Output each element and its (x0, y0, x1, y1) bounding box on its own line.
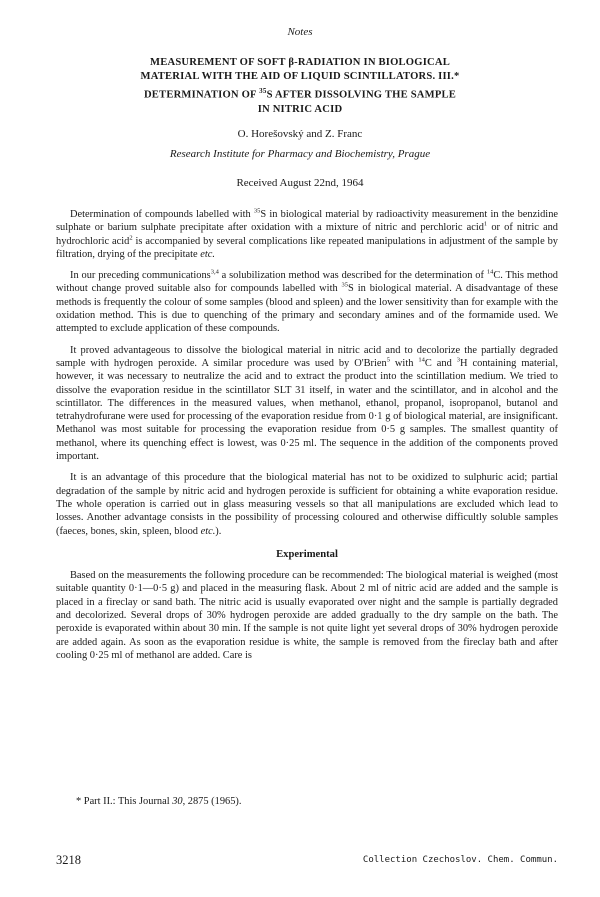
page-number: 3218 (56, 853, 81, 867)
article-body (56, 208, 558, 670)
authors: O. Horešovský and Z. Franc (237, 128, 363, 140)
paragraph-5: Based on the measurements the following procedure can be recommended: The biological material is weighed (most suitable quantity 0·1—0·5 g) and placed in the measuring flask. About 2 ml of nitric acid are added and the sample is placed in a fireclay or sand bath. The nitric acid is usually evaporated over night and the sample is partially degraded and decolorized. Several drops of 30% hydrogen peroxide are added gradually to the dry sample on the bath. The peroxide is evaporated within about 30 min. If the sample is not quite light yet several drops of 30% hydrogen peroxide are added again. As soon as the evaporation residue is white, the sample is removed from the fireclay bath and after cooling 0·25 ml of methanol are added. Care is (56, 570, 558, 661)
paragraph-3: It proved advantageous to dissolve the biological material in nitric acid and to decolorize the partially degraded sample with hydrogen peroxide. A similar procedure was used by O'Brien$^5$ with $^{14}$C and $^3$H containing material, however, it was necessary to neutralize the acid and to extract the product into the scintillation medium. We tried to dissolve the evaporation residue in the scintillator SLT 31 itself, in water and the scintillator, and in alcohol and the scintillator. The differences in the measured values, when methanol, ethanol, propanol, isopropanol, butanol and tetrahydrofurane were used for processing of the evaporation residue from 0·1 g of biological material, are insignificant. Methanol was most suitable for processing the evaporation residue from 0·5 g samples. The smallest quantity of methanol, where its quenching effect is lowest, was 0·25 ml. The sequence in the addition of the components proved important. (56, 344, 558, 463)
title-line-4: IN NITRIC ACID (257, 103, 343, 115)
journal-name: Collection Czechoslov. Chem. Commun. (362, 855, 558, 865)
title-line-2: MATERIAL WITH THE AID OF LIQUID SCINTILLATORS. III.* (140, 71, 460, 82)
received-date: Received August 22nd, 1964 (236, 177, 364, 189)
running-head: Notes (287, 26, 313, 38)
article-title (80, 56, 520, 117)
paragraph-4: It is an advantage of this procedure that the biological material has not to be oxidized to sulphuric acid; partial degradation of the sample by nitric acid and hydrogen peroxide is sufficient for obtaining a white evaporation residue. The whole operation is carried out in glass measuring vessels so that all manipulations are excluded which lead to losses. Another advantage consists in the possibility of processing coloured and otherwise difficultly soluble samples (faeces, bones, skin, spleen, blood etc.). (56, 472, 558, 537)
affiliation: Research Institute for Pharmacy and Biochemistry, Prague (169, 148, 431, 160)
title-line-1: MEASUREMENT OF SOFT β-RADIATION IN BIOLOGICAL (150, 57, 450, 68)
paragraph-1: Determination of compounds labelled with $^{35}$S in biological material by radioactivity measurement in the benzidine sulphate or barium sulphate precipitate after oxidation with a mixture of nitric and perchloric acid$^1$ or of nitric and hydrochloric acid$^2$ is accompanied by several complications like repeated manipulations in adjustment of the sample by filtration, drying of the precipitate etc. (56, 207, 559, 260)
footnote: * Part II.: This Journal 30, 2875 (1965). (76, 796, 242, 807)
paragraph-2: In our preceding communications$^{3,4}$ a solubilization method was described for the determination of $^{14}$C. This method without change proved suitable also for compounds labelled with $^{35}$S in biological material. A disadvantage of these methods is frequently the colour of some samples (blood and spleen) and the lower sensitivity than for example with the oxidation method. This is due to quenching of the primary and secondary amines and of the formamide used. We attempted to exclude application of these compounds. (56, 268, 558, 335)
section-heading-experimental: Experimental (276, 548, 338, 560)
title-line-3: DETERMINATION OF $^{35}$S AFTER DISSOLVING THE SAMPLE (143, 87, 457, 101)
